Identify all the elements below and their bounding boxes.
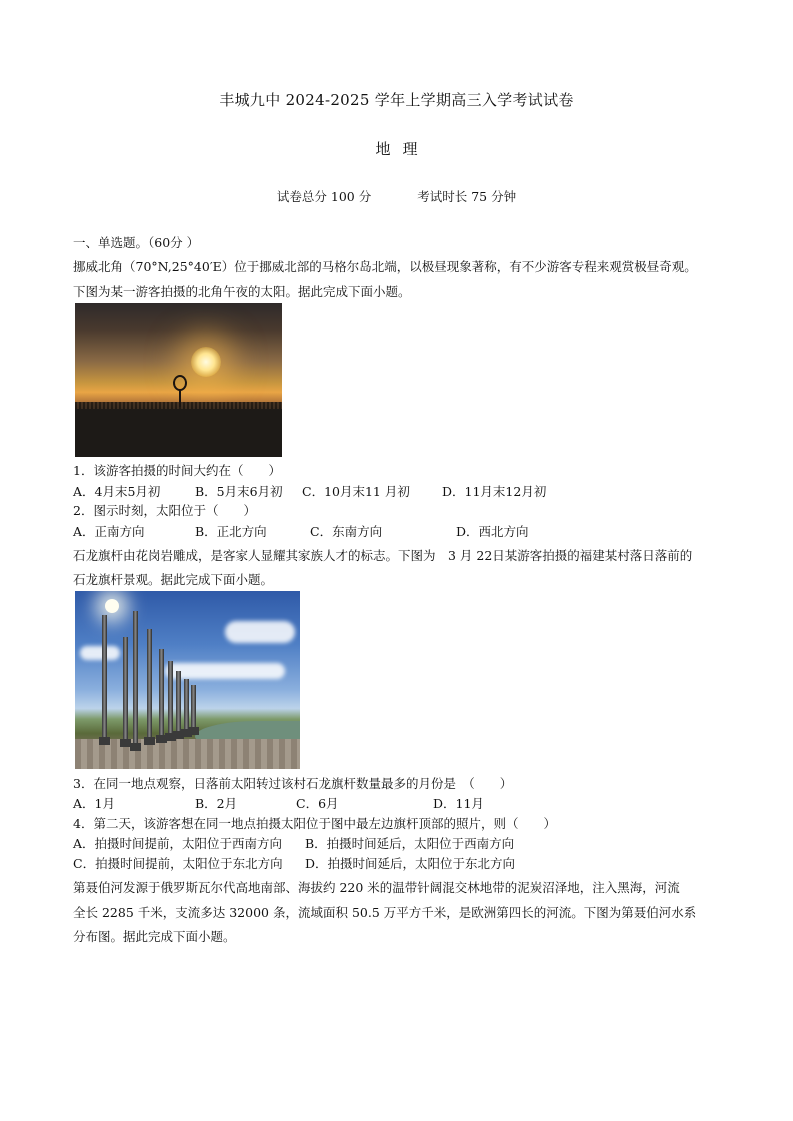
sun-image [105, 599, 119, 613]
q1-option-c[interactable]: C．10月末11 月初 [302, 484, 410, 499]
q4-option-b[interactable]: B．拍摄时间延后，太阳位于西南方向 [305, 836, 515, 851]
flagpole [168, 661, 173, 741]
section-heading: 一、单选题。（60分 ） [73, 235, 200, 250]
passage3-line1: 第聂伯河发源于俄罗斯瓦尔代高地南部、海拔约 220 米的温带针阔混交林地带的泥炭沼泽地，注入黑海，河流 [73, 880, 680, 895]
q3-option-d[interactable]: D．11月 [433, 796, 484, 811]
flagpole [191, 685, 196, 735]
q3-option-b[interactable]: B．2月 [195, 796, 238, 811]
q4-option-c[interactable]: C．拍摄时间提前，太阳位于东北方向 [73, 856, 283, 871]
q3-option-a[interactable]: A．1月 [73, 796, 115, 811]
exam-duration: 考试时长 75 分钟 [417, 189, 517, 204]
q4-option-a[interactable]: A．拍摄时间提前，太阳位于西南方向 [73, 836, 283, 851]
midnight-sun-photo [75, 303, 282, 457]
passage1-line2: 下图为某一游客拍摄的北角午夜的太阳。据此完成下面小题。 [73, 284, 411, 299]
q1-option-a[interactable]: A．4月末5月初 [73, 484, 161, 499]
passage1-line1: 挪威北角（70°N,25°40′E）位于挪威北部的马格尔岛北端，以极昼现象著称，有不少游客专程来观赏极昼奇观。 [73, 259, 697, 274]
flagpole [147, 629, 152, 745]
flagpole [102, 615, 107, 745]
flagpole [159, 649, 164, 743]
passage2-line2: 石龙旗杆景观。据此完成下面小题。 [73, 572, 274, 587]
passage3-line2: 全长 2285 千米，支流多达 32000 条，流域面积 50.5 万平方千米，是欧洲第四长的河流。下图为第聂伯河水系 [73, 905, 697, 920]
q2-option-b[interactable]: B．正北方向 [195, 524, 267, 539]
flagpole [123, 637, 128, 747]
q2-option-c[interactable]: C．东南方向 [310, 524, 383, 539]
q1-stem: 1．该游客拍摄的时间大约在（ ） [73, 463, 281, 478]
q4-stem: 4．第二天，该游客想在同一地点拍摄太阳位于图中最左边旗杆顶部的照片，则（ ） [73, 816, 556, 831]
q4-option-d[interactable]: D．拍摄时间延后，太阳位于东北方向 [305, 856, 516, 871]
passage2-line1: 石龙旗杆由花岗岩雕成，是客家人显耀其家族人才的标志。下图为 3 月 22日某游客拍摄的福建某村落日落前的 [73, 548, 693, 563]
subject-title: 地理 [375, 140, 430, 158]
flagpole [133, 611, 138, 751]
q3-stem: 3．在同一地点观察，日落前太阳转过该村石龙旗杆数量最多的月份是 （ ） [73, 776, 513, 791]
exam-meta [0, 187, 793, 205]
q2-option-a[interactable]: A．正南方向 [73, 524, 145, 539]
stone-flagpole-photo [75, 591, 300, 769]
q3-option-c[interactable]: C．6月 [296, 796, 339, 811]
q2-option-d[interactable]: D．西北方向 [456, 524, 529, 539]
q2-stem: 2．图示时刻，太阳位于（ ） [73, 503, 256, 518]
passage3-line3: 分布图。据此完成下面小题。 [73, 929, 236, 944]
q1-option-d[interactable]: D．11月末12月初 [442, 484, 547, 499]
q1-option-b[interactable]: B．5月末6月初 [195, 484, 283, 499]
exam-title: 丰城九中 2024-2025 学年上学期高三入学考试试卷 [219, 91, 574, 109]
sun-image [191, 347, 221, 377]
total-score: 试卷总分 100 分 [276, 189, 372, 204]
